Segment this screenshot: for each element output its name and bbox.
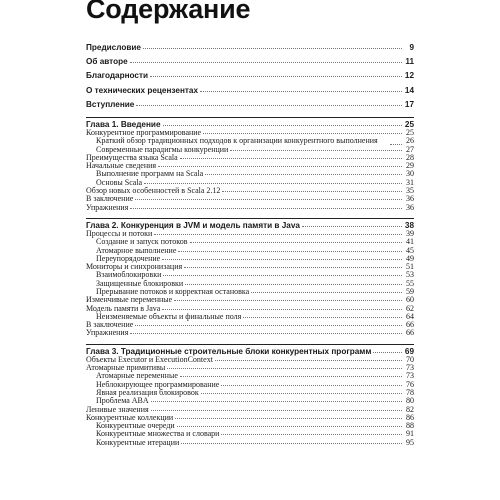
page-number: 41 — [406, 237, 414, 247]
dot-leader — [174, 299, 402, 301]
dot-leader — [178, 250, 402, 252]
page-number: 12 — [404, 71, 414, 81]
page-number: 38 — [404, 220, 414, 230]
toc-entry[interactable] — [86, 204, 414, 212]
page-number: 28 — [406, 152, 414, 162]
dot-leader — [200, 90, 402, 92]
toc-entry[interactable] — [86, 313, 414, 321]
entry-title: Начальные сведения — [86, 161, 157, 171]
toc-front-entry[interactable] — [86, 84, 414, 98]
entry-title: Предисловие — [86, 43, 141, 52]
page-number: 69 — [404, 346, 414, 356]
entry-title: В заключение — [86, 320, 134, 330]
entry-title: Упражнения — [86, 202, 129, 212]
page-number: 88 — [406, 421, 414, 431]
entry-title: Неизменяемые объекты и финальные поля — [96, 311, 242, 321]
entry-title: Переупорядочение — [96, 253, 161, 263]
page-number: 66 — [406, 320, 414, 330]
dot-leader — [215, 359, 402, 361]
entry-title: Благодарности — [86, 71, 149, 81]
entry-title: Конкурентные итерации — [96, 437, 180, 447]
dot-leader — [130, 61, 402, 63]
dot-leader — [151, 409, 402, 411]
toc-entry[interactable] — [86, 329, 414, 337]
page-number: 60 — [406, 295, 414, 305]
entry-title: Вступление — [86, 99, 135, 109]
entry-title: Основы Scala — [96, 177, 143, 187]
dot-leader — [175, 417, 402, 419]
entry-title: Неблокирующее программирование — [96, 379, 220, 389]
page-number: 39 — [406, 228, 414, 238]
page-number: 25 — [404, 119, 414, 129]
entry-title: Конкурентное программирование — [86, 127, 202, 137]
entry-title: Создание и запуск потоков — [96, 237, 188, 247]
dot-leader — [135, 324, 402, 326]
entry-title: Ленивые значения — [86, 404, 149, 414]
dot-leader — [185, 283, 402, 285]
entry-title: Глава 3. Традиционные строительные блоки конкурентных программ — [86, 346, 372, 356]
entry-title: Конкурентные очереди — [96, 421, 175, 431]
dot-leader — [180, 157, 402, 159]
dot-leader — [163, 124, 402, 126]
entry-title: Процессы и потоки — [86, 228, 153, 238]
dot-leader — [162, 308, 402, 310]
entry-title: Модель памяти в Java — [86, 303, 161, 313]
page-number: 95 — [406, 437, 414, 447]
page-number: 82 — [406, 404, 414, 414]
entry-title: Глава 1. Введение — [86, 119, 161, 129]
dot-leader — [158, 165, 402, 167]
entry-title: Атомарное выполнение — [96, 245, 177, 255]
page-number: 73 — [406, 363, 414, 373]
dot-leader — [205, 173, 402, 175]
toc-front-entry[interactable] — [86, 69, 414, 83]
dot-leader — [243, 316, 402, 318]
entry-title: Мониторы и синхронизация — [86, 262, 183, 272]
dot-leader — [144, 182, 402, 184]
dot-leader — [203, 132, 402, 134]
entry-title: Об авторе — [86, 57, 128, 67]
dot-leader — [201, 392, 402, 394]
entry-title: Изменчивые переменные — [86, 295, 173, 305]
table-of-contents — [86, 41, 414, 447]
page-number: 80 — [406, 396, 414, 406]
toc-entry[interactable] — [86, 321, 414, 329]
page-number: 11 — [405, 57, 414, 67]
dot-leader — [230, 149, 402, 151]
page-number: 31 — [406, 177, 414, 187]
dot-leader — [130, 207, 402, 209]
dot-leader — [143, 47, 402, 49]
entry-title: Взаимоблокировки — [96, 270, 162, 280]
page-number: 55 — [406, 278, 414, 288]
entry-title: Явная реализация блокировок — [96, 387, 199, 397]
entry-title: Объекты Executor и ExecutionContext — [86, 354, 213, 364]
page-number: 62 — [406, 303, 414, 313]
entry-title: Конкурентные коллекции — [86, 412, 174, 422]
entry-title: Выполнение программ на Scala — [96, 169, 204, 179]
dot-leader — [180, 375, 402, 377]
page-number: 70 — [406, 354, 414, 364]
dot-leader — [221, 384, 402, 386]
page-number: 26 — [406, 136, 414, 146]
dot-leader — [184, 266, 402, 268]
dot-leader — [390, 143, 402, 145]
page-number: 25 — [406, 127, 414, 137]
entry-title: Глава 2. Конкуренция в JVM и модель памяти в Java — [86, 220, 300, 230]
dot-leader — [154, 233, 402, 235]
dot-leader — [162, 258, 402, 260]
toc-entry[interactable] — [86, 195, 414, 203]
dot-leader — [150, 75, 402, 77]
page-number: 53 — [406, 270, 414, 280]
dot-leader — [302, 225, 402, 227]
page-title: Содержание — [86, 0, 251, 24]
entry-title: Конкурентные множества и словари — [96, 429, 220, 439]
page-number: 91 — [406, 429, 414, 439]
entry-title: Прерывание потоков и корректная остановка — [96, 286, 250, 296]
page-number: 36 — [406, 194, 414, 204]
toc-front-entry[interactable] — [86, 98, 414, 112]
page-number: 29 — [406, 161, 414, 171]
entry-title: Атомарные переменные — [96, 371, 178, 381]
toc-front-entry[interactable] — [86, 41, 414, 55]
page-number: 45 — [406, 245, 414, 255]
dot-leader — [151, 400, 402, 402]
page-number: 86 — [406, 412, 414, 422]
entry-title: Защищенные блокировки — [96, 278, 184, 288]
toc-chapter-heading[interactable] — [86, 344, 414, 356]
page-number: 14 — [404, 85, 414, 95]
toc-front-entry[interactable] — [86, 55, 414, 69]
entry-title: Преимущества языка Scala — [86, 152, 178, 162]
dot-leader — [177, 425, 402, 427]
page-number: 51 — [406, 262, 414, 272]
page-number: 17 — [404, 99, 414, 109]
entry-title: Краткий обзор традиционных подходов к организации конкурентного выполнения — [96, 136, 378, 146]
page-number: 49 — [406, 253, 414, 263]
dot-leader — [130, 332, 402, 334]
entry-title: Обзор новых особенностей в Scala 2.12 — [86, 186, 221, 196]
page-number: 66 — [406, 328, 414, 338]
entry-title: Проблема ABA — [96, 396, 149, 406]
entry-title: Атомарные примитивы — [86, 363, 166, 373]
toc-entry[interactable] — [86, 439, 414, 447]
entry-title: Современные парадигмы конкуренции — [96, 144, 229, 154]
dot-leader — [167, 367, 402, 369]
dot-leader — [135, 198, 402, 200]
page-number: 27 — [406, 144, 414, 154]
page-number: 76 — [406, 379, 414, 389]
dot-leader — [251, 291, 402, 293]
page-number: 64 — [406, 311, 414, 321]
entry-title: В заключение — [86, 194, 134, 204]
page-number: 73 — [406, 371, 414, 381]
page-number: 59 — [406, 286, 414, 296]
dot-leader — [163, 274, 402, 276]
dot-leader — [373, 351, 402, 353]
page-number: 9 — [409, 43, 414, 52]
entry-title: Упражнения — [86, 328, 129, 338]
page-number: 78 — [406, 387, 414, 397]
page-number: 35 — [406, 186, 414, 196]
dot-leader — [181, 442, 402, 444]
page-number: 36 — [406, 202, 414, 212]
page-number: 30 — [406, 169, 414, 179]
dot-leader — [190, 241, 402, 243]
dot-leader — [221, 433, 402, 435]
dot-leader — [222, 190, 402, 192]
toc-entry[interactable] — [86, 187, 414, 195]
dot-leader — [136, 104, 402, 106]
entry-title: О технических рецензентах — [86, 85, 199, 95]
